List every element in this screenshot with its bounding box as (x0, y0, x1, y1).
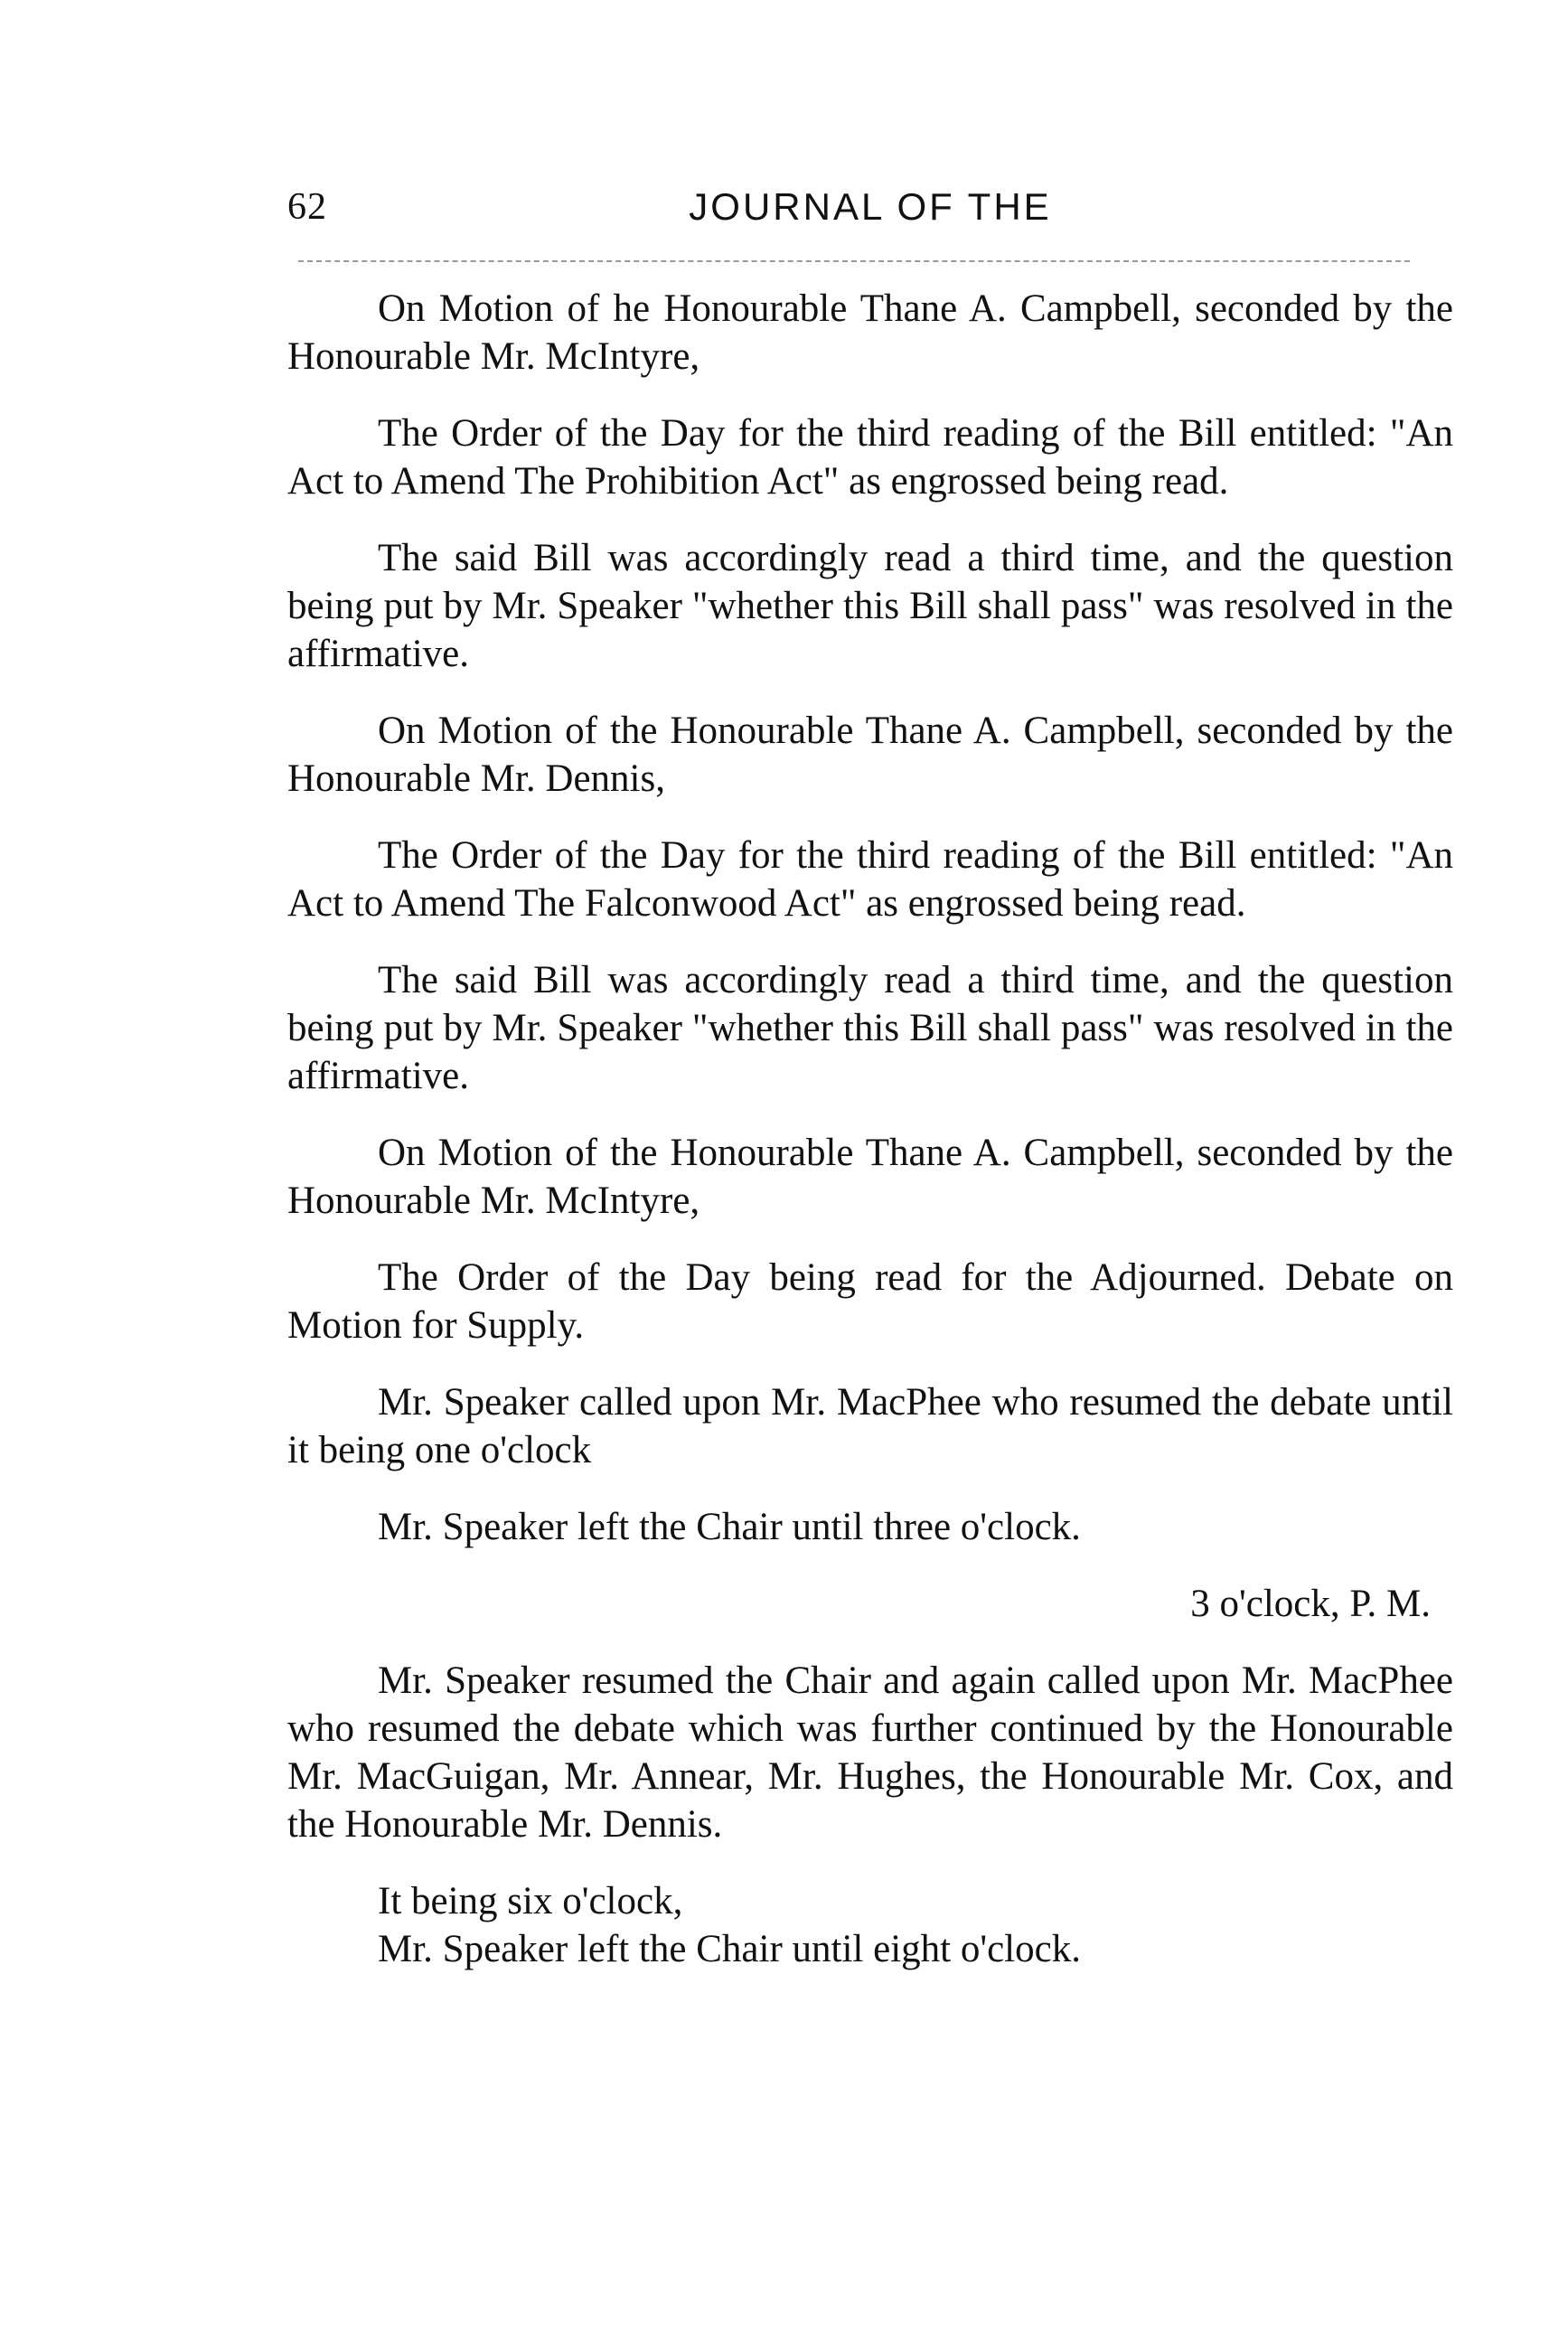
time-heading: 3 o'clock, P. M. (1190, 1583, 1431, 1625)
paragraph-adjourn-1: Mr. Speaker left the Chair until three o'clock. (378, 1506, 1081, 1548)
paragraph-closing-2: Mr. Speaker left the Chair until eight o'clock. (378, 1928, 1081, 1970)
header-rule (298, 260, 1410, 262)
paragraph-reading-1: The said Bill was accordingly read a third time, and the question being put by Mr. Speaker "whether this Bill shall pass" was resolved in the affirmative. (287, 537, 1453, 675)
paragraph-resumed: Mr. Speaker resumed the Chair and again called upon Mr. MacPhee who resumed the debate which was further continued by the Honourable Mr. MacGuigan, Mr. Annear, Mr. Hughes, the Honourable Mr. Cox, and the Honourable Mr. Dennis. (287, 1659, 1453, 1846)
paragraph-reading-2: The said Bill was accordingly read a third time, and the question being put by Mr. Speaker "whether this Bill shall pass" was resolved in the affirmative. (287, 959, 1453, 1097)
page-number: 62 (287, 186, 327, 228)
paragraph-debate: Mr. Speaker called upon Mr. MacPhee who resumed the debate until it being one o'clock (287, 1381, 1453, 1471)
paragraph-motion-3: On Motion of the Honourable Thane A. Campbell, seconded by the Honourable Mr. McIntyre, (287, 1132, 1453, 1222)
paragraph-closing-1: It being six o'clock, (378, 1880, 683, 1922)
journal-body (287, 285, 1453, 1973)
paragraph-motion-2: On Motion of the Honourable Thane A. Campbell, seconded by the Honourable Mr. Dennis, (287, 710, 1453, 800)
paragraph-order-3: The Order of the Day being read for the Adjourned. Debate on Motion for Supply. (287, 1256, 1453, 1347)
running-title: JOURNAL OF THE (689, 185, 1052, 228)
paragraph-motion-1: On Motion of he Honourable Thane A. Campbell, seconded by the Honourable Mr. McIntyre, (287, 287, 1453, 378)
paragraph-order-1: The Order of the Day for the third reading of the Bill entitled: "An Act to Amend The Prohibition Act" as engrossed being read. (287, 412, 1453, 503)
page-header (287, 185, 1453, 249)
paragraph-order-2: The Order of the Day for the third reading of the Bill entitled: "An Act to Amend The Falconwood Act" as engrossed being read. (287, 834, 1453, 925)
